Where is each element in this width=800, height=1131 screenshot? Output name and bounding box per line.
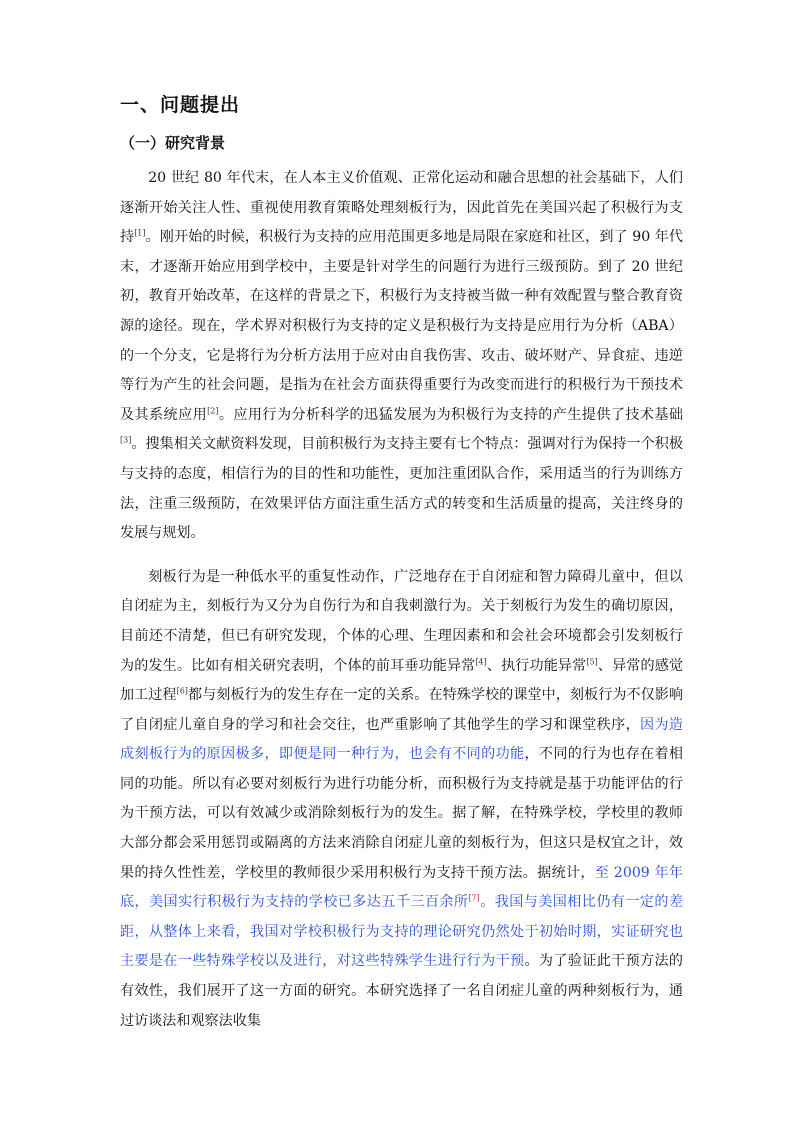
- citation-3: [3]: [120, 435, 132, 445]
- text-run: 都与刻板行为的发生存在一定的关系。在特殊学校的课堂中，刻板行为不仅影响了自闭症儿童自身的学习和社会交往，也严重影响了其他学生的学习和课堂秩序，: [120, 687, 684, 733]
- section-heading: 一、问题提出: [120, 94, 241, 116]
- highlighted-text: 。我国与美国相比仍有一定的差距，从整体上来看，我国对学校积极行为支持的理论研究仍然处于初始时期，实证研究也主要是在一些特殊学校以及进行，对这些特殊学生进行行为干预: [120, 894, 684, 970]
- text-run: 、异常的感觉加工过程: [120, 657, 684, 704]
- citation-5: [5]: [586, 656, 598, 666]
- document-page: [120, 92, 683, 1036]
- citation-4: [4]: [475, 656, 487, 666]
- text-run: 。应用行为分析科学的迅猛发展为为积极行为支持的产生提供了技术基础: [218, 406, 684, 423]
- text-run: ，不同的行为也存在着相同的功能。所以有必要对刻板行为进行功能分析，而积极行为支持就是基于功能评估的行为干预方法，可以有效减少或消除刻板行为的发生。据了解，在特殊学校，学校里的教师大部分都会采用惩罚或隔离的方法来消除自闭症儿童的刻板行为，但这只是权宜之计，效果的持久性性差，学校里的教师很少采用积极行为支持干预方法。据统计，: [120, 746, 684, 881]
- text-run: 20 世纪 80 年代末，在人本主义价值观、正常化运动和融合思想的社会基础下，人们逐渐开始关注人性、重视使用教育策略处理刻板行为，因此首先在美国兴起了积极行为支持: [120, 170, 683, 246]
- text-run: 刻板行为是一种低水平的重复性动作，广泛地存在于自闭症和智力障碍儿童中，但以自闭症为主，刻板行为又分为自伤行为和自我刺激行为。关于刻板行为发生的确切原因，目前还不清楚，但已有研究发现，个体的心理、生理因素和和会社会环境都会引发刻板行为的发生。比如有相关研究表明，个体的前耳垂功能异常: [120, 568, 683, 674]
- citation-1: [1]: [134, 228, 146, 238]
- highlighted-text: 至 2009 年年底，美国实行积极行为支持的学校已多达五千三百余所: [120, 864, 684, 911]
- citation-2: [2]: [207, 406, 219, 416]
- text-run: 。刚开始的时候，积极行为支持的应用范围更多地是局限在家庭和社区，到了 90 年代末，才逐渐开始应用到学校中，主要是针对学生的问题行为进行三级预防。到了 20 世纪初，教育开始改革，在这样的背景之下，积极行为支持被当做一种有效配置与整合教育资源的途径。现在，学术界对积极行为支持的定义是积极行为支持是应用行为分析（ABA）的一个分支，它是将行为分析方法用于应对由自我伤害、攻击、破坏财产、异食症、违逆等行为产生的社会问题，是指为在社会方面获得重要行为改变而进行的积极行为干预技术及其系统应用: [120, 229, 684, 423]
- paragraph-stereotyped-behavior: [120, 563, 683, 1037]
- subsection-heading: （一）研究背景: [120, 134, 226, 152]
- highlighted-text: 因为造成刻板行为的原因极多，即便是同一种行为，也会有不同的功能: [120, 716, 683, 763]
- text-run: 、执行功能异常: [486, 657, 587, 674]
- citation-7: [7]: [468, 893, 480, 903]
- citation-6: [6]: [176, 686, 188, 696]
- text-run: 。搜集相关文献资料发现，目前积极行为支持主要有七个特点：强调对行为保持一个积极与支持的态度，相信行为的目的性和功能性，更加注重团队合作，采用适当的行为训练方法，注重三级预防，在效果评估方面注重生活方式的转变和生活质量的提高，关注终身的发展与规划。: [120, 436, 683, 542]
- text-run: 。为了验证此干预方法的有效性，我们展开了这一方面的研究。本研究选择了一名自闭症儿童的两种刻板行为，通过访谈法和观察法收集: [120, 953, 684, 1029]
- paragraph-background: [120, 164, 683, 549]
